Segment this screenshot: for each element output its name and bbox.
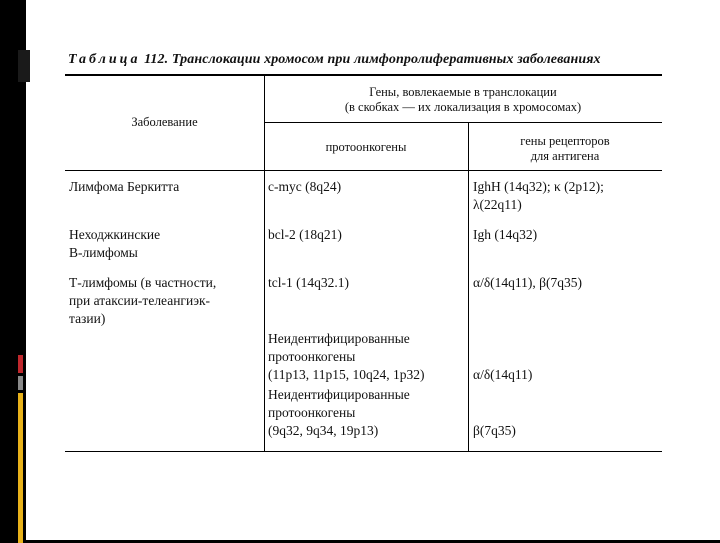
row-2-disease (69, 226, 160, 262)
row-3-disease (69, 274, 216, 328)
row-3-disease-line-2: при атаксии-телеангиэк- (69, 293, 211, 308)
header-bottom-rule (65, 170, 662, 171)
row-2-receptor-line-1: Igh (14q32) (473, 227, 538, 242)
header-protooncogenes: протоонкогены (325, 140, 407, 154)
row-3-disease-line-1: Т-лимфомы (в частности, (69, 275, 217, 290)
row-4-proto (268, 330, 425, 384)
row-1-receptor-line-2: λ(22q11) (473, 197, 522, 212)
row-4-proto-line-1: Неидентифицированные (268, 331, 410, 346)
row-1-proto (268, 178, 341, 196)
col-divider-1 (264, 74, 265, 451)
row-5-proto-line-2: протоонкогены (268, 405, 356, 420)
row-3-receptor (473, 274, 582, 292)
row-2-receptor (473, 226, 537, 244)
row-2-proto-line-1: bcl-2 (18q21) (268, 227, 342, 242)
row-5-receptor (473, 422, 516, 440)
row-2-disease-line-1: Неходжкинские (69, 227, 161, 242)
header-disease: Заболевание (131, 115, 198, 129)
row-3-disease-line-3: тазии) (69, 311, 106, 326)
header-genes-line-1: Гены, вовлекаемые в транслокации (369, 85, 557, 99)
col-divider-2 (468, 122, 469, 451)
scanned-table-page (53, 33, 683, 473)
row-1-receptor (473, 178, 604, 214)
row-4-proto-line-3: (11p13, 11p15, 10q24, 1p32) (268, 367, 425, 382)
deco-yellow-stripe (18, 393, 23, 543)
row-1-disease-line-1: Лимфома Беркитта (69, 179, 180, 194)
row-3-proto-line-1: tcl-1 (14q32.1) (268, 275, 349, 290)
header-genes-line-2: (в скобках — их локализация в хромосомах) (344, 100, 582, 114)
caption-number: 112. (144, 52, 169, 67)
header-mid-rule (264, 122, 662, 123)
deco-gray-stripe (18, 376, 23, 390)
row-5-proto-line-1: Неидентифицированные (268, 387, 410, 402)
row-2-proto (268, 226, 342, 244)
top-rule (65, 74, 662, 76)
caption-prefix: Таблица (68, 52, 141, 67)
header-receptors-line-2: для антигена (530, 149, 600, 163)
deco-red-stripe (18, 355, 23, 373)
header-receptors (468, 134, 662, 164)
row-1-disease (69, 178, 179, 196)
bottom-rule (65, 451, 662, 452)
row-4-receptor-line-1: α/δ(14q11) (473, 367, 533, 382)
header-genes (264, 85, 662, 115)
row-5-receptor-line-1: β(7q35) (473, 423, 516, 438)
left-black-marker (18, 50, 30, 82)
row-1-receptor-line-1: IghH (14q32); κ (2p12); (473, 179, 604, 194)
row-1-proto-line-1: c-myc (8q24) (268, 179, 342, 194)
table-caption (68, 52, 601, 68)
row-5-proto-line-3: (9q32, 9q34, 19p13) (268, 423, 379, 438)
row-4-proto-line-2: протоонкогены (268, 349, 356, 364)
row-3-receptor-line-1: α/δ(14q11), β(7q35) (473, 275, 583, 290)
row-2-disease-line-2: В-лимфомы (69, 245, 138, 260)
header-receptors-line-1: гены рецепторов (520, 134, 610, 148)
caption-title: Транслокации хромосом при лимфопролиферативных заболеваниях (171, 52, 601, 67)
row-3-proto (268, 274, 349, 292)
row-4-receptor (473, 366, 532, 384)
row-5-proto (268, 386, 410, 440)
